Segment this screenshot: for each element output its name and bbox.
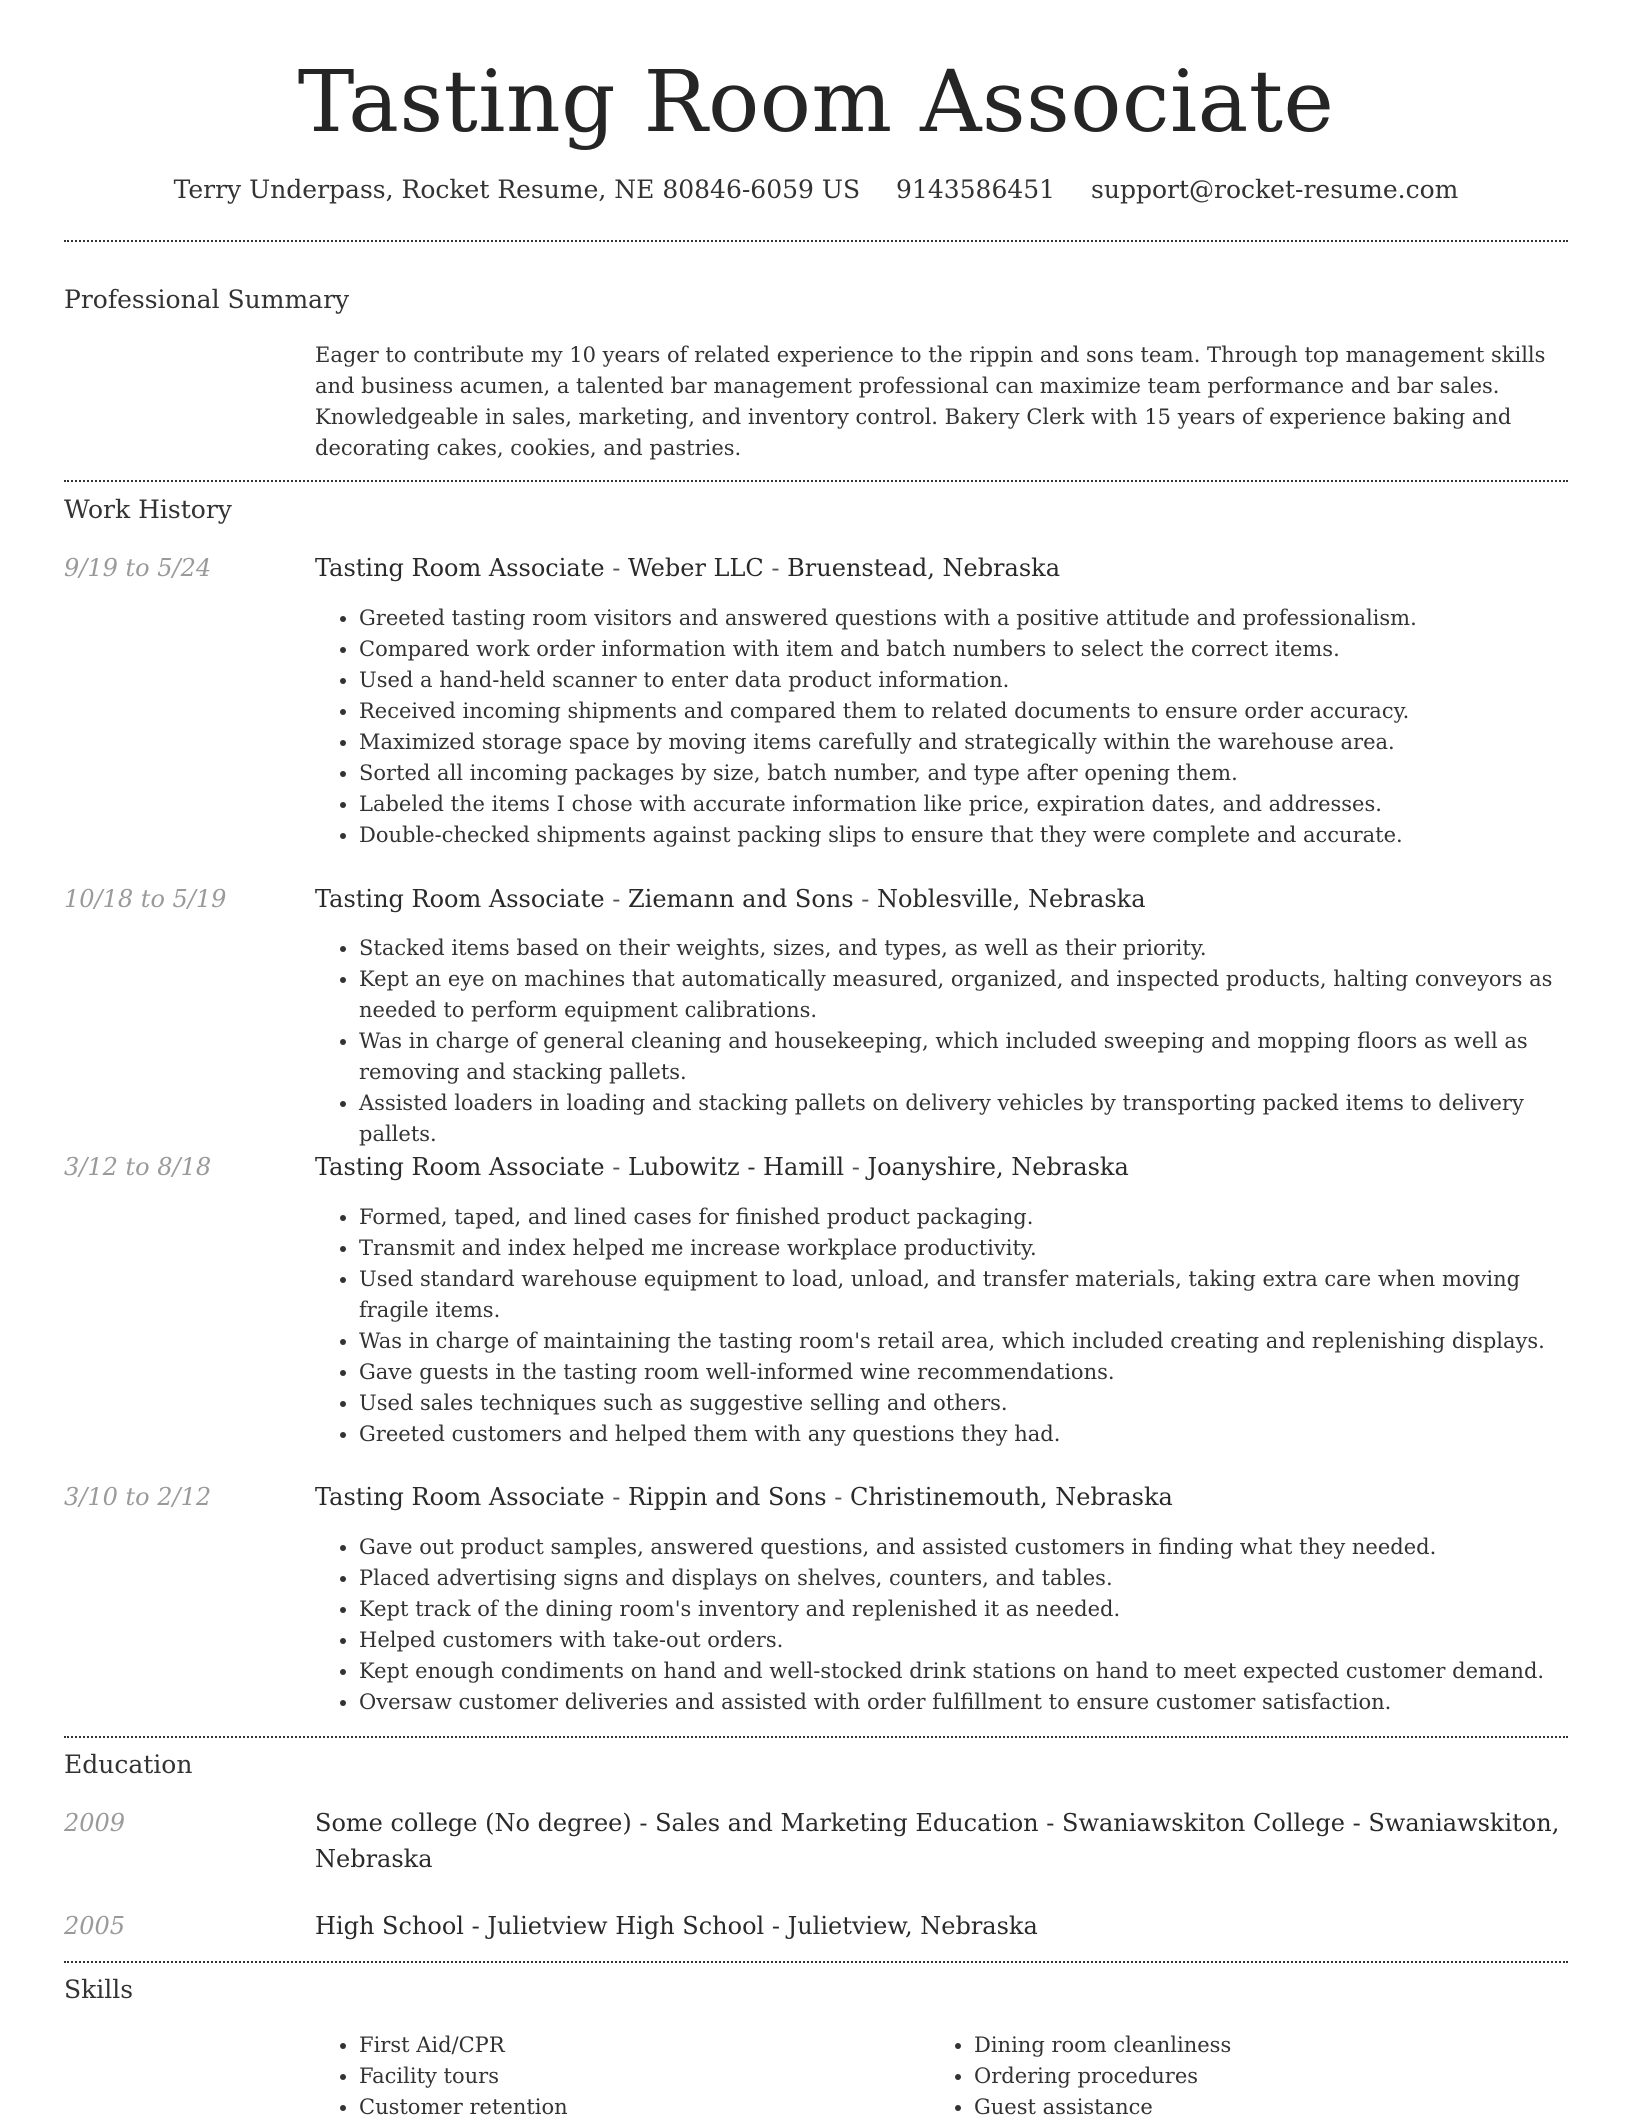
skills-list-right <box>930 2030 1490 2123</box>
list-item: • Placed advertising signs and displays on shelves, counters, and tables. <box>359 1563 1565 1594</box>
job-bullets <box>315 933 1565 1150</box>
list-item: • Labeled the items I chose with accurate information like price, expiration dates, and addresses. <box>359 789 1565 820</box>
skill-item: • Facility tours <box>359 2061 875 2092</box>
list-item: • Compared work order information with item and batch numbers to select the correct items. <box>359 634 1565 665</box>
section-title-skills: Skills <box>64 1975 134 2004</box>
job-bullets <box>315 603 1565 851</box>
separator: - <box>604 1483 628 1511</box>
contact-line <box>0 170 1632 210</box>
job-company: Ziemann and Sons <box>627 885 854 913</box>
job-location: Bruenstead, Nebraska <box>787 554 1061 582</box>
skill-item: • Ordering procedures <box>974 2061 1490 2092</box>
job-heading <box>315 1150 1565 1184</box>
list-item: • Was in charge of maintaining the tasting room's retail area, which included creating and replenishing displays. <box>359 1326 1565 1357</box>
list-item: • Transmit and index helped me increase workplace productivity. <box>359 1233 1565 1264</box>
job-company: Lubowitz - Hamill <box>627 1153 845 1181</box>
job-heading <box>315 882 1565 916</box>
job-dates: 9/19 to 5/24 <box>64 554 212 582</box>
skills-list-left <box>315 2030 875 2123</box>
job-company: Rippin and Sons <box>627 1483 827 1511</box>
list-item: • Helped customers with take-out orders. <box>359 1625 1565 1656</box>
job-title: Tasting Room Associate <box>315 1153 605 1181</box>
list-item: • Stacked items based on their weights, sizes, and types, as well as their priority. <box>359 933 1565 964</box>
job-heading <box>315 551 1565 585</box>
phone-text: 9143586451 <box>896 175 1056 204</box>
list-item: • Used standard warehouse equipment to load, unload, and transfer materials, taking extra care when moving fragile items. <box>359 1264 1565 1326</box>
list-item: • Kept enough condiments on hand and well-stocked drink stations on hand to meet expected customer demand. <box>359 1656 1565 1687</box>
list-item: • Formed, taped, and lined cases for finished product packaging. <box>359 1202 1565 1233</box>
education-degree: High School <box>315 1912 464 1940</box>
job-location: Christinemouth, Nebraska <box>850 1483 1173 1511</box>
summary-text: Eager to contribute my 10 years of related experience to the rippin and sons team. Through top management skills and business acumen, a talented bar management professional can maximize team performance and bar sales. Knowledgeable in sales, marketing, and inventory control. Bakery Clerk with 15 years of experience baking and decorating cakes, cookies, and pastries. <box>315 343 1546 460</box>
divider <box>64 1736 1568 1738</box>
separator: - <box>763 554 788 582</box>
job-company: Weber LLC <box>627 554 764 582</box>
list-item: • Sorted all incoming packages by size, batch number, and type after opening them. <box>359 758 1565 789</box>
list-item: • Received incoming shipments and compared them to related documents to ensure order accuracy. <box>359 696 1565 727</box>
separator: - <box>764 1912 788 1940</box>
separator: - <box>604 554 628 582</box>
list-item: • Oversaw customer deliveries and assisted with order fulfillment to ensure customer satisfaction. <box>359 1687 1565 1718</box>
section-title-summary: Professional Summary <box>64 285 350 314</box>
education-degree: Some college (No degree) <box>315 1809 632 1837</box>
education-school: Julietview High School <box>487 1912 765 1940</box>
job-title: Tasting Room Associate <box>315 885 605 913</box>
list-item: • Assisted loaders in loading and stacking pallets on delivery vehicles by transporting packed items to delivery pallets. <box>359 1088 1565 1150</box>
job-dates: 3/12 to 8/18 <box>64 1153 212 1181</box>
list-item: • Kept an eye on machines that automatically measured, organized, and inspected products, halting conveyors as needed to perform equipment calibrations. <box>359 964 1565 1026</box>
divider <box>64 240 1568 242</box>
list-item: • Greeted customers and helped them with any questions they had. <box>359 1419 1565 1450</box>
separator: - <box>1344 1809 1369 1837</box>
separator: - <box>604 885 628 913</box>
skill-item: • Dining room cleanliness <box>974 2030 1490 2061</box>
job-location: Joanyshire, Nebraska <box>867 1153 1129 1181</box>
education-school: Swaniawskiton College <box>1062 1809 1345 1837</box>
job-title: Tasting Room Associate <box>315 554 605 582</box>
separator: - <box>1038 1809 1063 1837</box>
job-title: Tasting Room Associate <box>315 1483 605 1511</box>
education-entry <box>315 1805 1565 1877</box>
separator: - <box>826 1483 850 1511</box>
job-bullets <box>315 1202 1565 1450</box>
list-item: • Was in charge of general cleaning and housekeeping, which included sweeping and mopping floors as well as removing and stacking pallets. <box>359 1026 1565 1088</box>
list-item: • Kept track of the dining room's inventory and replenished it as needed. <box>359 1594 1565 1625</box>
skill-item: • Customer retention <box>359 2092 875 2123</box>
page-title: Tasting Room Associate <box>297 53 1335 152</box>
section-title-education: Education <box>64 1750 193 1779</box>
job-dates: 10/18 to 5/19 <box>64 885 227 913</box>
separator: - <box>631 1809 656 1837</box>
education-location: Julietview, Nebraska <box>787 1912 1038 1940</box>
job-dates: 3/10 to 2/12 <box>64 1483 212 1511</box>
list-item: • Used a hand-held scanner to enter data product information. <box>359 665 1565 696</box>
skill-item: • First Aid/CPR <box>359 2030 875 2061</box>
job-heading <box>315 1480 1565 1514</box>
list-item: • Greeted tasting room visitors and answered questions with a positive attitude and professionalism. <box>359 603 1565 634</box>
divider <box>64 1961 1568 1963</box>
address-text: Terry Underpass, Rocket Resume, NE 80846-6059 US <box>173 175 861 204</box>
separator: - <box>844 1153 868 1181</box>
list-item: • Used sales techniques such as suggestive selling and others. <box>359 1388 1565 1419</box>
education-entry <box>315 1908 1565 1944</box>
education-year: 2005 <box>64 1912 126 1940</box>
email-text: support@rocket-resume.com <box>1091 175 1459 204</box>
education-year: 2009 <box>64 1809 126 1837</box>
job-location: Noblesville, Nebraska <box>876 885 1146 913</box>
separator: - <box>604 1153 628 1181</box>
list-item: • Double-checked shipments against packing slips to ensure that they were complete and accurate. <box>359 820 1565 851</box>
divider <box>64 480 1568 482</box>
education-field: Sales and Marketing Education <box>655 1809 1039 1837</box>
skill-item: • Guest assistance <box>974 2092 1490 2123</box>
list-item: • Gave guests in the tasting room well-informed wine recommendations. <box>359 1357 1565 1388</box>
list-item: • Maximized storage space by moving items carefully and strategically within the warehouse area. <box>359 727 1565 758</box>
separator: - <box>463 1912 488 1940</box>
section-title-work: Work History <box>64 495 232 524</box>
list-item: • Gave out product samples, answered questions, and assisted customers in finding what they needed. <box>359 1532 1565 1563</box>
job-bullets <box>315 1532 1565 1718</box>
separator: - <box>853 885 877 913</box>
education-location: Swaniawskiton, Nebraska <box>315 1809 1560 1873</box>
